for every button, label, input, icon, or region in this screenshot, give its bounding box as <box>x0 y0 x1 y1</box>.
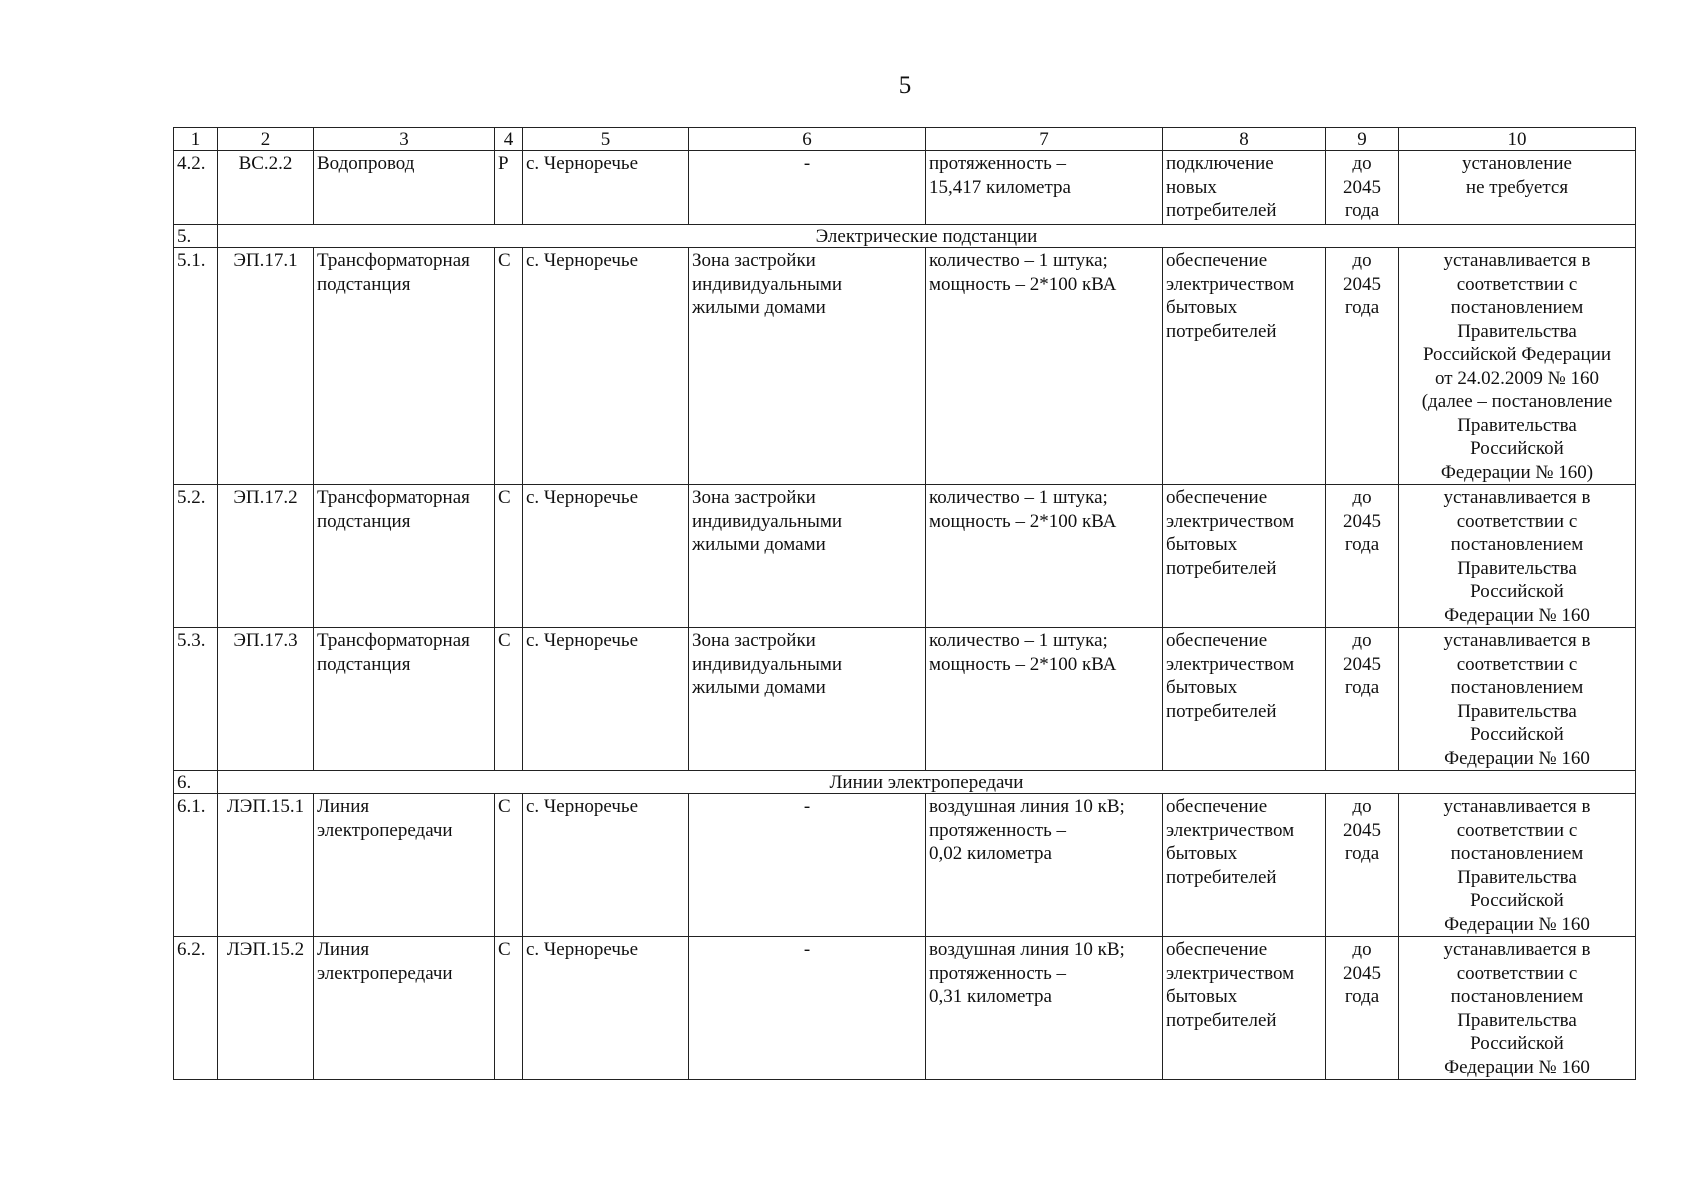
cell-num: 5.2. <box>174 485 218 628</box>
cell-location: с. Черноречье <box>523 937 689 1080</box>
cell-name: Трансформаторная подстанция <box>314 248 495 485</box>
cell-deadline: до 2045 года <box>1326 628 1399 771</box>
cell-characteristics: количество – 1 штука; мощность – 2*100 кВА <box>926 485 1163 628</box>
cell-deadline: до 2045 года <box>1326 937 1399 1080</box>
table-row <box>174 937 1636 1080</box>
column-number-10: 10 <box>1399 128 1636 151</box>
section-title: Линии электропередачи <box>218 771 1636 794</box>
cell-zone: - <box>689 937 926 1080</box>
cell-code: ЭП.17.2 <box>218 485 314 628</box>
table-row <box>174 248 1636 485</box>
cell-purpose: обеспечение электричеством бытовых потребителей <box>1163 248 1326 485</box>
cell-code: ЛЭП.15.2 <box>218 937 314 1080</box>
cell-status: С <box>495 485 523 628</box>
cell-status: Р <box>495 151 523 225</box>
section-title: Электрические подстанции <box>218 225 1636 248</box>
cell-deadline: до 2045 года <box>1326 248 1399 485</box>
cell-name: Трансформаторная подстанция <box>314 628 495 771</box>
cell-status: С <box>495 794 523 937</box>
cell-protection-zone: устанавливается в соответствии с постановлением Правительства Российской Федерации № 160 <box>1399 485 1636 628</box>
cell-characteristics: воздушная линия 10 кВ; протяженность – 0,02 километра <box>926 794 1163 937</box>
cell-purpose: обеспечение электричеством бытовых потребителей <box>1163 937 1326 1080</box>
page-number: 5 <box>898 72 912 99</box>
cell-protection-zone: устанавливается в соответствии с постановлением Правительства Российской Федерации № 160 <box>1399 628 1636 771</box>
column-number-4: 4 <box>495 128 523 151</box>
cell-num: 4.2. <box>174 151 218 225</box>
cell-num: 6.1. <box>174 794 218 937</box>
cell-location: с. Черноречье <box>523 794 689 937</box>
cell-characteristics: количество – 1 штука; мощность – 2*100 кВА <box>926 248 1163 485</box>
cell-deadline: до 2045 года <box>1326 485 1399 628</box>
cell-code: ВС.2.2 <box>218 151 314 225</box>
cell-name: Линия электропередачи <box>314 794 495 937</box>
section-number: 6. <box>174 771 218 794</box>
cell-protection-zone: устанавливается в соответствии с постановлением Правительства Российской Федерации № 160 <box>1399 794 1636 937</box>
column-number-8: 8 <box>1163 128 1326 151</box>
cell-code: ЛЭП.15.1 <box>218 794 314 937</box>
cell-purpose: обеспечение электричеством бытовых потребителей <box>1163 485 1326 628</box>
cell-num: 5.1. <box>174 248 218 485</box>
cell-protection-zone: устанавливается в соответствии с постановлением Правительства Российской Федерации от 24.02.2009 № 160 (далее – постановление Правительства Российской Федерации № 160) <box>1399 248 1636 485</box>
cell-purpose: обеспечение электричеством бытовых потребителей <box>1163 794 1326 937</box>
cell-characteristics: протяженность – 15,417 километра <box>926 151 1163 225</box>
cell-status: С <box>495 248 523 485</box>
cell-name: Линия электропередачи <box>314 937 495 1080</box>
table-row <box>174 151 1636 225</box>
cell-deadline: до 2045 года <box>1326 151 1399 225</box>
cell-location: с. Черноречье <box>523 151 689 225</box>
cell-purpose: подключение новых потребителей <box>1163 151 1326 225</box>
cell-characteristics: количество – 1 штука; мощность – 2*100 кВА <box>926 628 1163 771</box>
objects-table <box>173 127 1636 1080</box>
section-number: 5. <box>174 225 218 248</box>
cell-status: С <box>495 628 523 771</box>
column-number-3: 3 <box>314 128 495 151</box>
cell-status: С <box>495 937 523 1080</box>
cell-name: Трансформаторная подстанция <box>314 485 495 628</box>
column-number-5: 5 <box>523 128 689 151</box>
cell-num: 5.3. <box>174 628 218 771</box>
cell-location: с. Черноречье <box>523 485 689 628</box>
column-number-9: 9 <box>1326 128 1399 151</box>
table-row <box>174 628 1636 771</box>
cell-location: с. Черноречье <box>523 628 689 771</box>
table-container <box>173 127 1636 1080</box>
table-row <box>174 794 1636 937</box>
table-header-row <box>174 128 1636 151</box>
cell-num: 6.2. <box>174 937 218 1080</box>
section-row <box>174 771 1636 794</box>
cell-code: ЭП.17.3 <box>218 628 314 771</box>
cell-deadline: до 2045 года <box>1326 794 1399 937</box>
cell-name: Водопровод <box>314 151 495 225</box>
cell-purpose: обеспечение электричеством бытовых потребителей <box>1163 628 1326 771</box>
cell-code: ЭП.17.1 <box>218 248 314 485</box>
cell-zone: Зона застройки индивидуальными жилыми домами <box>689 248 926 485</box>
column-number-2: 2 <box>218 128 314 151</box>
cell-zone: Зона застройки индивидуальными жилыми домами <box>689 628 926 771</box>
column-number-7: 7 <box>926 128 1163 151</box>
section-row <box>174 225 1636 248</box>
cell-zone: - <box>689 151 926 225</box>
cell-protection-zone: установление не требуется <box>1399 151 1636 225</box>
cell-characteristics: воздушная линия 10 кВ; протяженность – 0,31 километра <box>926 937 1163 1080</box>
column-number-6: 6 <box>689 128 926 151</box>
cell-location: с. Черноречье <box>523 248 689 485</box>
table-row <box>174 485 1636 628</box>
cell-zone: Зона застройки индивидуальными жилыми домами <box>689 485 926 628</box>
cell-zone: - <box>689 794 926 937</box>
cell-protection-zone: устанавливается в соответствии с постановлением Правительства Российской Федерации № 160 <box>1399 937 1636 1080</box>
column-number-1: 1 <box>174 128 218 151</box>
